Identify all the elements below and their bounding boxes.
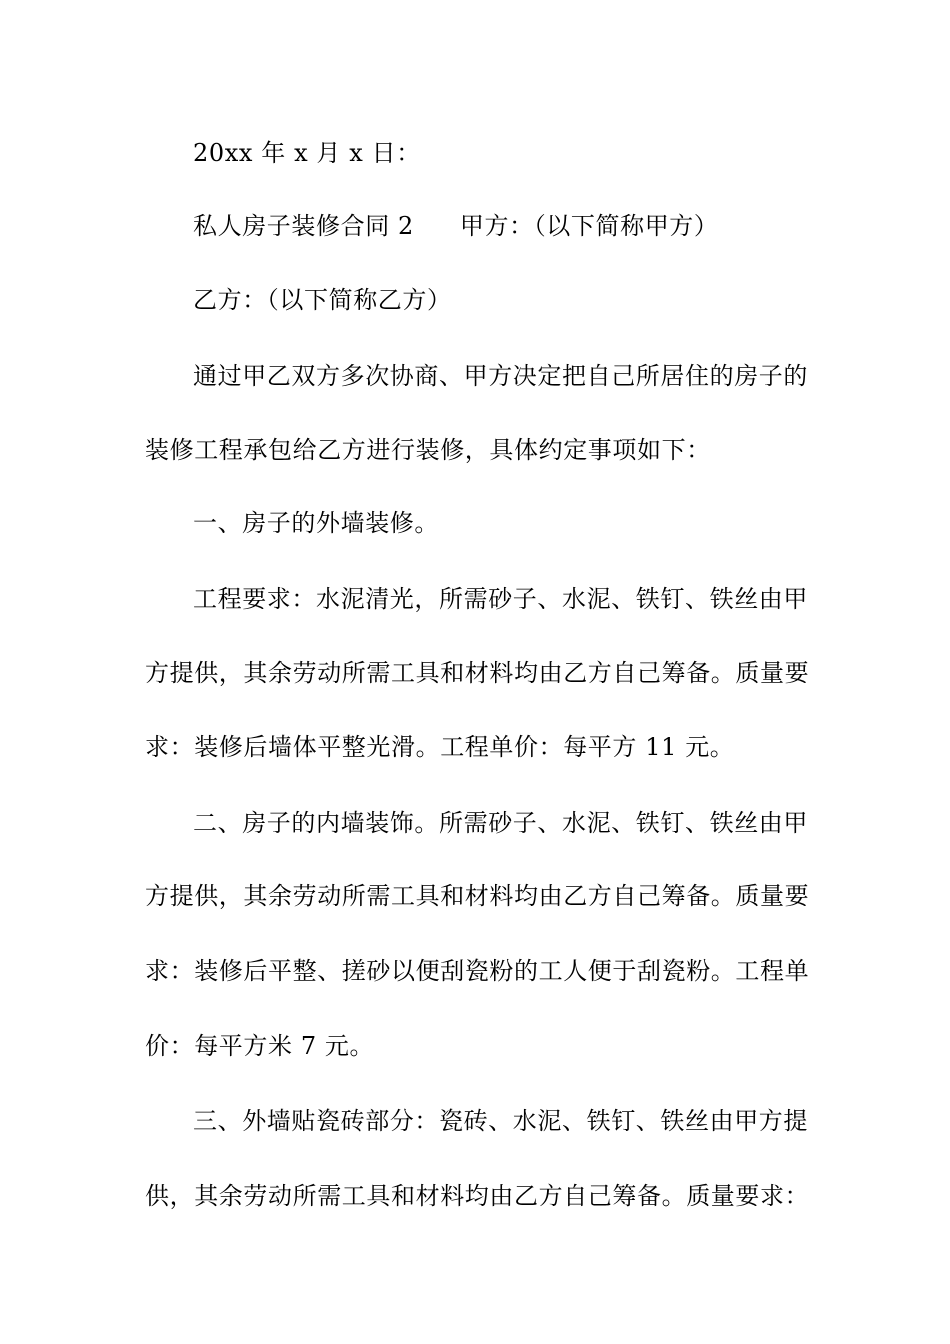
section-one-line-1: 工程要求：水泥清光，所需砂子、水泥、铁钉、铁丝由甲 bbox=[193, 585, 808, 613]
paragraph-intro-line-2: 装修工程承包给乙方进行装修，具体约定事项如下： bbox=[145, 436, 711, 464]
paragraph-intro-line-1: 通过甲乙双方多次协商、甲方决定把自己所居住的房子的 bbox=[193, 362, 808, 390]
section-three-line-1: 三、外墙贴瓷砖部分：瓷砖、水泥、铁钉、铁丝由甲方提 bbox=[193, 1107, 808, 1135]
section-two-line-4: 价：每平方米 7 元。 bbox=[145, 1032, 375, 1060]
party-b-line: 乙方：（以下简称乙方） bbox=[193, 286, 452, 314]
section-one-line-2: 方提供，其余劳动所需工具和材料均由乙方自己筹备。质量要 bbox=[145, 659, 810, 687]
section-one-heading: 一、房子的外墙装修。 bbox=[193, 509, 439, 537]
contract-title: 私人房子装修合同 2 bbox=[193, 212, 414, 240]
date-line: 20xx 年 x 月 x 日： bbox=[193, 139, 421, 167]
section-one-line-3: 求：装修后墙体平整光滑。工程单价：每平方 11 元。 bbox=[145, 733, 735, 761]
section-two-line-1: 二、房子的内墙装饰。所需砂子、水泥、铁钉、铁丝由甲 bbox=[193, 809, 808, 837]
section-two-line-2: 方提供，其余劳动所需工具和材料均由乙方自己筹备。质量要 bbox=[145, 882, 810, 910]
contract-title-row bbox=[193, 211, 810, 241]
section-three-line-2: 供，其余劳动所需工具和材料均由乙方自己筹备。质量要求： bbox=[145, 1182, 810, 1210]
section-two-line-3: 求：装修后平整、搓砂以便刮瓷粉的工人便于刮瓷粉。工程单 bbox=[145, 957, 810, 985]
party-a-line: 甲方：（以下简称甲方） bbox=[459, 212, 719, 240]
